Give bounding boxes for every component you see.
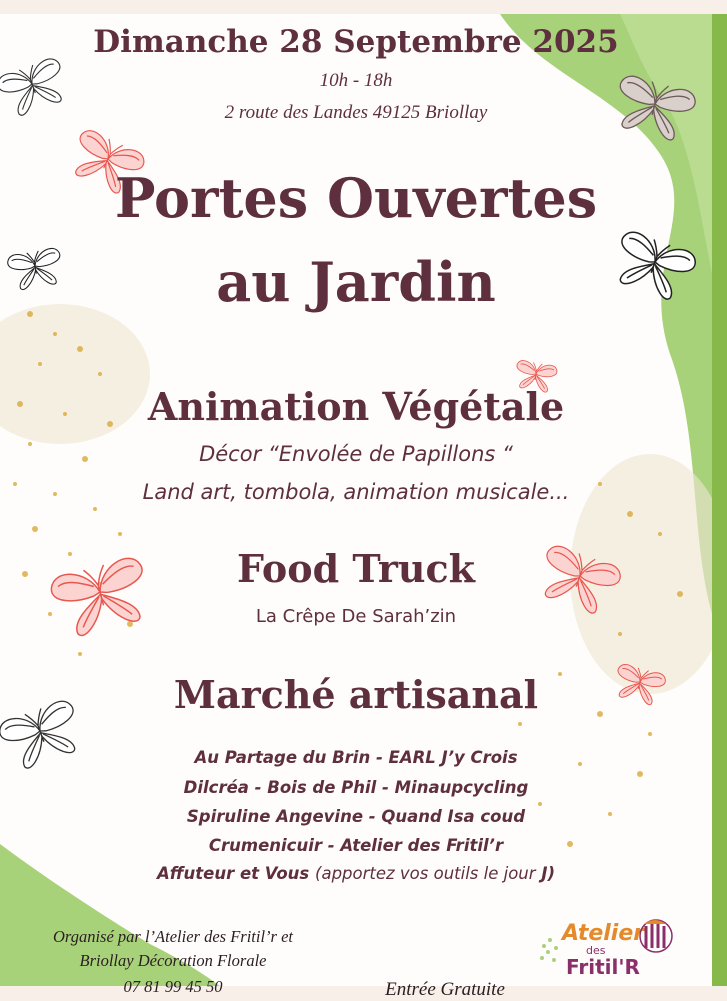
market-line: Au Partage du Brin - EARL J’y Crois <box>194 748 518 767</box>
market-heading: Marché artisanal <box>173 672 539 717</box>
food-line: La Crêpe De Sarah’zin <box>255 606 457 627</box>
logo-word-atelier: Atelier <box>562 921 645 946</box>
organizer-line-2: Briollay Décoration Florale <box>79 950 267 970</box>
green-edge <box>712 14 727 986</box>
atelier-logo <box>536 906 684 980</box>
event-date: Dimanche 28 Septembre 2025 <box>93 24 619 60</box>
food-heading: Food Truck <box>236 546 476 591</box>
animation-heading: Animation Végétale <box>147 384 565 429</box>
market-line-last <box>0 864 712 883</box>
organizer-line-1: Organisé par l’Atelier des Fritil’r et <box>53 926 293 946</box>
organizer-phone: 07 81 99 45 50 <box>123 976 223 996</box>
market-note-end: J) <box>541 864 555 883</box>
animation-line-2: Land art, tombola, animation musicale... <box>142 480 570 504</box>
animation-line-1: Décor “Envolée de Papillons “ <box>199 442 513 466</box>
title-line-1: Portes Ouvertes <box>114 166 598 230</box>
event-address: 2 route des Landes 49125 Briollay <box>224 102 488 123</box>
market-line: Crumenicuir - Atelier des Fritil’r <box>208 836 504 855</box>
market-vendor: Affuteur et Vous <box>157 864 310 883</box>
poster <box>0 14 712 1000</box>
market-line: Dilcréa - Bois de Phil - Minaupcycling <box>183 778 529 797</box>
market-line: Spiruline Angevine - Quand Isa coud <box>186 807 526 826</box>
event-hours: 10h - 18h <box>319 70 393 91</box>
entry-free: Entrée Gratuite <box>385 979 505 1000</box>
logo-word-des: des <box>586 944 606 957</box>
logo-word-fritilr: Fritil'R <box>566 955 640 979</box>
title-line-2: au Jardin <box>216 250 496 314</box>
market-note: (apportez vos outils le jour <box>315 864 536 883</box>
